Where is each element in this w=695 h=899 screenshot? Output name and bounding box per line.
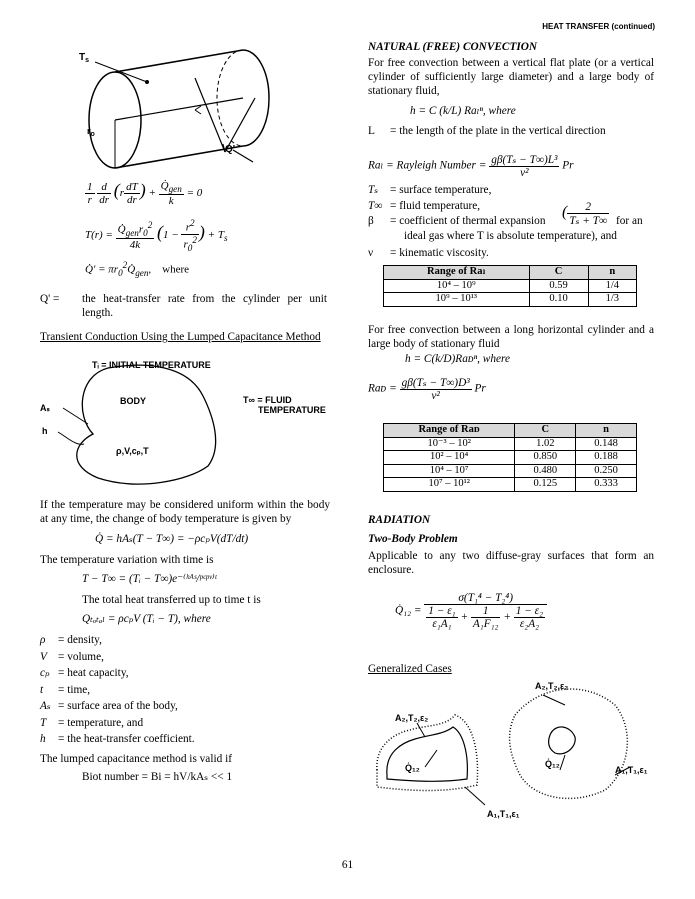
a1-right-label: A₁,T₁,ε₁ [615, 765, 648, 775]
validity-text: The lumped capacitance method is valid if [40, 753, 232, 765]
definition-symbol: ρ [40, 634, 46, 646]
table-row [384, 451, 637, 465]
table-row [384, 279, 637, 293]
t2-cell: 10⁴ – 10⁷ [384, 464, 515, 478]
definition-symbol: t [40, 683, 44, 696]
lumped-body-figure [38, 356, 328, 491]
beta-definition-2: ideal gas where T is absolute temperature), and [404, 230, 617, 242]
horizontal-cylinder-table [383, 423, 637, 492]
rayleigh-equation: Raₗ = Rayleigh Number = $\frac{\text{gβ(Tₛ − T∞)L³}}{\text{ν²}}$ Pr [368, 154, 574, 179]
qdef-symbol: Q' = [40, 293, 60, 305]
beta-fraction: ( $\frac{2}{\text{Tₛ + T∞}}$ [562, 201, 608, 227]
total-heat-equation: Qₜₒₜₐₗ = ρcₚV (Tᵢ − T), where [82, 613, 211, 625]
hd-equation: h = C(k/D)Raᴅⁿ, where [405, 353, 510, 365]
t2-cell: 10² – 10⁴ [384, 451, 515, 465]
t1-cell: 0.59 [529, 279, 588, 293]
cylinder-eq-3: Q̇′ = $\pi r_0^2Q̇_{gen}$, where [85, 260, 190, 278]
beta-symbol: β [368, 215, 374, 227]
t2-cell: 0.480 [515, 464, 576, 478]
definition-symbol: cₚ [40, 667, 50, 679]
l-symbol: L [368, 125, 375, 137]
natural-convection-paragraph: For free convection between a vertical flat plate (or a vertical cylinder of sufficiently large diameter) and a large body of stationary fluid, [368, 57, 654, 97]
l-definition: = the length of the plate in the vertical direction [390, 125, 606, 137]
t1-cell: 1/4 [588, 279, 636, 293]
definition-symbol: T∞ [368, 200, 383, 212]
props-label: ρ,V,cₚ,T [116, 446, 149, 456]
definition-text: = density, [58, 634, 102, 646]
definition-symbol: Aₛ [40, 700, 51, 712]
definition-text: = surface temperature, [390, 184, 492, 196]
h-label: h [42, 426, 48, 436]
two-body-paragraph: Applicable to any two diffuse-gray surfaces that form an enclosure. [368, 550, 654, 576]
body-label: BODY [120, 396, 147, 406]
t1-cell: 0.10 [529, 293, 588, 307]
a2-top-label: A₂,T₂,ε₂ [535, 681, 569, 691]
h-equation: h = C (k/L) Raₗⁿ, where [410, 105, 516, 117]
qdef-text: the heat-transfer rate from the cylinder per unit length. [82, 293, 327, 319]
t2-cell: 0.850 [515, 451, 576, 465]
horizontal-cylinder-paragraph: For free convection between a long horizontal cylinder and a large body of stationary fluid [368, 324, 654, 350]
running-header: HEAT TRANSFER (continued) [542, 22, 655, 31]
ti-label: Tᵢ = INITIAL TEMPERATURE [92, 360, 211, 370]
natural-convection-heading: NATURAL (FREE) CONVECTION [368, 41, 538, 53]
generalized-cases-figure [365, 675, 665, 823]
nu-definition: = kinematic viscosity. [390, 247, 489, 259]
definition-text: = fluid temperature, [390, 200, 481, 212]
radiation-heading: RADIATION [368, 514, 431, 526]
variation-text: The temperature variation with time is [40, 554, 214, 566]
tinf-label: T∞ = FLUID [243, 395, 292, 405]
qprime-label: Q' [225, 144, 236, 155]
a1-bottom-label: A₁,T₁,ε₁ [487, 809, 520, 819]
t1-cell: 10⁴ – 10⁹ [384, 279, 530, 293]
uniform-temp-paragraph: If the temperature may be considered uniform within the body at any time, the change of body temperature is given by [40, 499, 330, 525]
a2-left-label: A₂,T₂,ε₂ [395, 713, 429, 723]
t2-cell: 1.02 [515, 437, 576, 451]
cylinder-eq-2: T(r) = $\frac{Q̇_{gen}r_0^2}{4k}$ (1 − $\frac{r^2}{r_0^2}$ ) + $T_s$ [85, 218, 228, 253]
t2-cell: 0.333 [576, 478, 637, 492]
t2-cell: 0.250 [576, 464, 637, 478]
t1-cell: 1/3 [588, 293, 636, 307]
definition-symbol: T [40, 716, 47, 729]
table-row [384, 464, 637, 478]
t2-cell: 0.188 [576, 451, 637, 465]
definition-text: = time, [58, 683, 91, 696]
table-row [384, 293, 637, 307]
beta-for: for an [616, 215, 643, 227]
variation-equation: T − T∞ = (Tᵢ − T∞)e⁻⁽ʰᴬˢ/ᵖᶜᵖᵛ⁾ᵗ [82, 573, 217, 585]
definition-text: = the heat-transfer coefficient. [58, 733, 195, 745]
definition-text: = temperature, and [58, 716, 144, 729]
transient-heading: Transient Conduction Using the Lumped Capacitance Method [40, 331, 321, 343]
q12-equation: Q̇₁₂ = σ(T₁⁴ − T₂⁴) $\frac{\text{1 − ε₁}}{\text{ε₁A₁}}$ + $\frac{1}{\text{A₁F₁₂}}$ + $\frac{\text{1 − ε₂}}{\text{ε₂A₂}}$ [395, 592, 547, 630]
page-number: 61 [341, 859, 354, 871]
cylinder-eq-1: $\frac{1}{r}$ $\frac{d}{dr}$ (r $\frac{dT}{dr}$ ) + $\frac{Q̇_{gen}}{k}$ = 0 [87, 180, 203, 208]
t2-header: Range of Raᴅ [384, 424, 515, 438]
generalized-cases-heading: Generalized Cases [368, 663, 452, 675]
t1-header: Range of Raₗ [384, 266, 530, 280]
cylinder-figure [75, 40, 305, 180]
definition-symbol: Tₛ [368, 184, 379, 196]
fluid-temp-label: TEMPERATURE [258, 405, 326, 415]
rad-equation: Raᴅ = $\frac{\text{gβ(Tₛ − T∞)D³}}{\text{ν²}}$ Pr [368, 377, 486, 402]
ts-label: $T_s$ [79, 52, 90, 64]
biot-equation: Biot number = Bi = hV/kAₛ << 1 [82, 771, 233, 783]
total-heat-text: The total heat transferred up to time t is [82, 594, 261, 606]
t2-cell: 10⁷ – 10¹² [384, 478, 515, 492]
t2-header: C [515, 424, 576, 438]
ro-label: $r_o$ [87, 126, 95, 138]
table-row [384, 478, 637, 492]
vertical-plate-table [383, 265, 637, 307]
t1-cell: 10⁹ – 10¹³ [384, 293, 530, 307]
nu-symbol: ν [368, 247, 374, 259]
definition-text: = surface area of the body, [58, 700, 178, 712]
q12-left-label: Q̇₁₂ [405, 763, 420, 773]
t1-header: C [529, 266, 588, 280]
t2-cell: 10⁻³ – 10² [384, 437, 515, 451]
t2-header: n [576, 424, 637, 438]
t2-cell: 0.148 [576, 437, 637, 451]
beta-definition-1: = coefficient of thermal expansion [390, 215, 546, 227]
as-label: Aₛ [40, 403, 50, 413]
definition-text: = volume, [58, 650, 104, 663]
body-rate-equation: Q̇ = hAₛ(T − T∞) = −ρcₚV(dT/dt) [95, 533, 249, 545]
definition-symbol: h [40, 733, 46, 745]
q12-right-label: Q̇₁₂ [545, 759, 560, 769]
table-row [384, 437, 637, 451]
two-body-heading: Two-Body Problem [368, 533, 458, 545]
t1-header: n [588, 266, 636, 280]
definition-text: = heat capacity, [58, 667, 129, 679]
t2-cell: 0.125 [515, 478, 576, 492]
definition-symbol: V [40, 650, 47, 663]
